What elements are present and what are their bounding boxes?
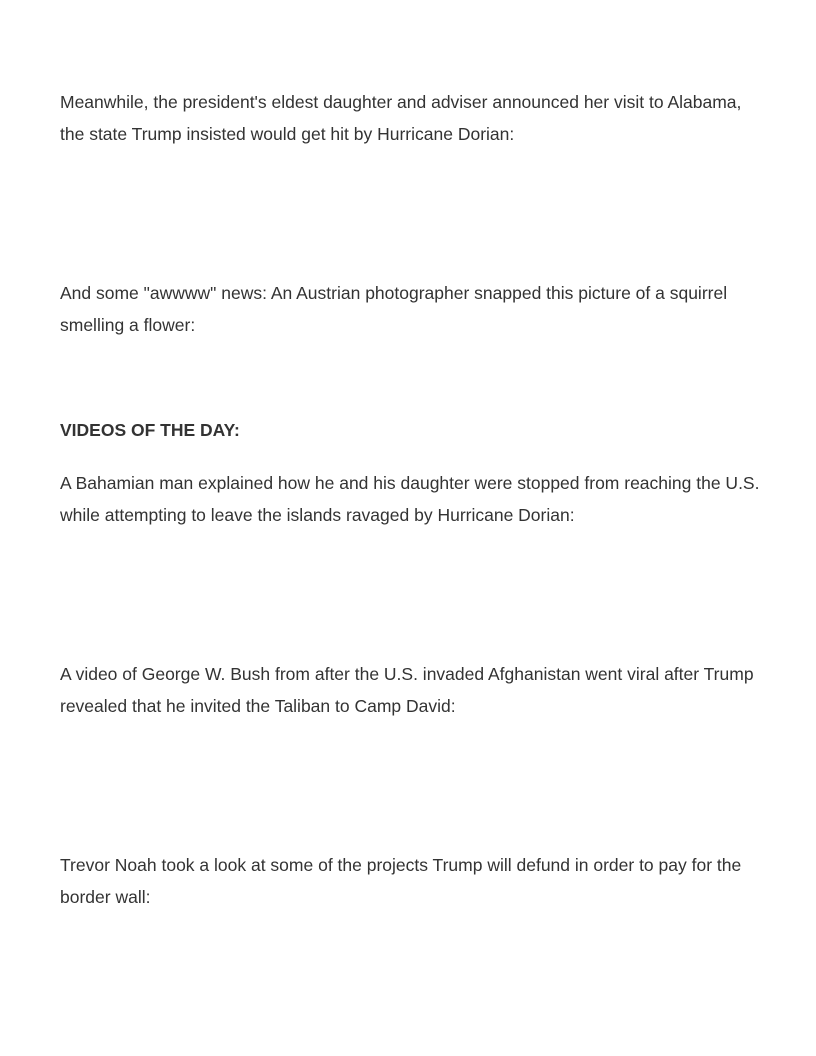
paragraph-george-bush: A video of George W. Bush from after the U.S. invaded Afghanistan went viral after Trump revealed that he invited the Taliban to Camp David: [60,664,754,716]
embed-placeholder-photo [60,345,756,411]
paragraph-trevor-noah: Trevor Noah took a look at some of the projects Trump will defund in order to pay for the border wall: [60,855,742,907]
paragraph-squirrel-photo: And some "awwww" news: An Austrian photographer snapped this picture of a squirrel smelling a flower: [60,283,728,335]
videos-of-the-day-heading: VIDEOS OF THE DAY: [60,420,240,440]
embed-placeholder-video-1 [60,535,756,655]
embed-placeholder-video-2 [60,726,756,846]
paragraph-bahamian-man: A Bahamian man explained how he and his daughter were stopped from reaching the U.S. while attempting to leave the islands ravaged by Hurricane Dorian: [60,473,760,525]
paragraph-ivanka-alabama: Meanwhile, the president's eldest daughter and adviser announced her visit to Alabama, the state Trump insisted would get hit by Hurricane Dorian: [60,92,742,144]
embed-placeholder-tweet-1 [60,154,756,274]
